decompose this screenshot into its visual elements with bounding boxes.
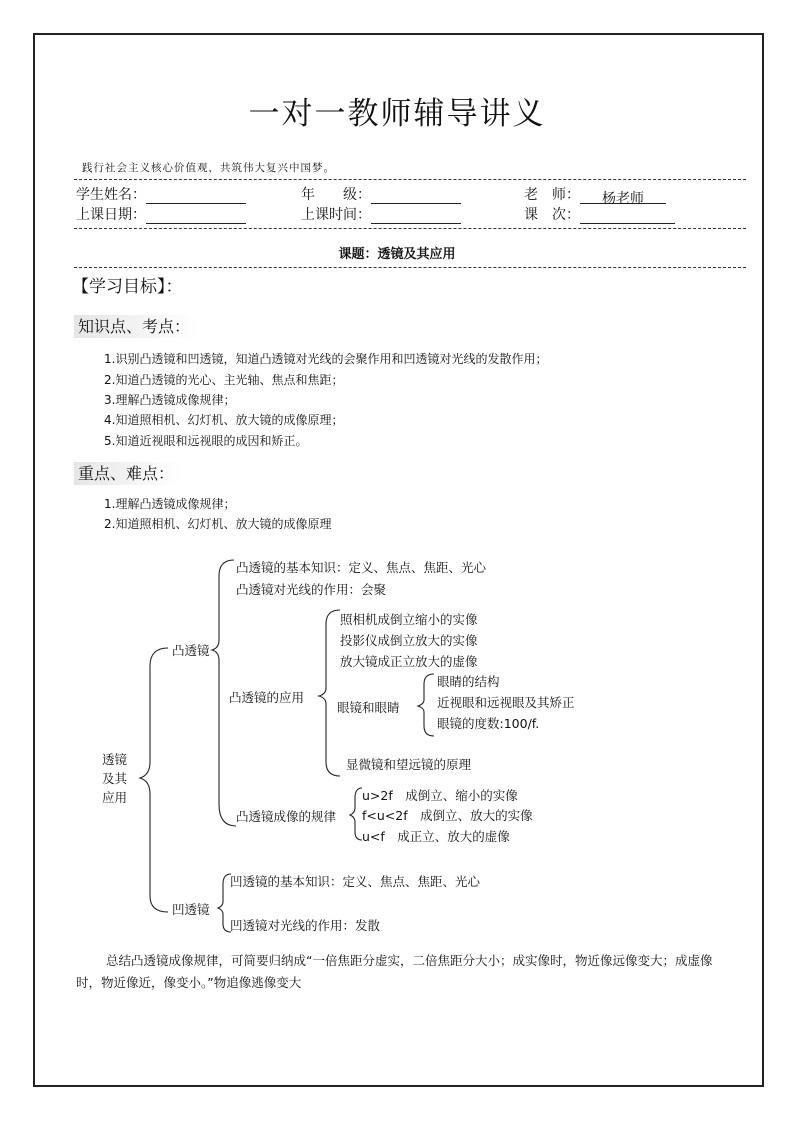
mindmap-root-line: 透镜	[102, 752, 128, 767]
knowledge-item: 3.理解凸透镜成像规律；	[104, 393, 236, 407]
mindmap-convex-basic: 凸透镜的基本知识：定义、焦点、焦距、光心	[236, 560, 487, 575]
session-label: 课 次：	[524, 207, 580, 223]
mindmap-rule-item: u>2f 成倒立、缩小的实像	[362, 788, 518, 803]
date-label: 上课日期：	[76, 207, 146, 223]
knowledge-heading: 知识点、考点：	[74, 315, 198, 338]
teacher-value: 杨老师	[580, 188, 666, 204]
mindmap-glasses-item: 近视眼和远视眼及其矫正	[437, 695, 575, 710]
knowledge-item: 5.知道近视眼和远视眼的成因和矫正。	[104, 434, 308, 448]
key-point-item: 1.理解凸透镜成像规律；	[104, 497, 236, 511]
teacher-label: 老 师：	[524, 187, 580, 203]
time-label: 上课时间：	[301, 207, 371, 223]
mindmap-app-item: 照相机成倒立缩小的实像	[340, 612, 478, 627]
mindmap-root	[102, 750, 127, 807]
mindmap-concave-basic: 凹透镜的基本知识：定义、焦点、焦距、光心	[230, 874, 481, 889]
student-name-label: 学生姓名：	[76, 187, 146, 203]
goals-heading: 【学习目标】：	[72, 277, 183, 297]
lesson-topic: 课题：透镜及其应用	[338, 247, 456, 262]
mindmap-microscope: 显微镜和望远镜的原理	[346, 757, 472, 772]
knowledge-item: 2.知道凸透镜的光心、主光轴、焦点和焦距；	[104, 373, 344, 387]
mindmap-convex-application: 凸透镜的应用	[229, 690, 305, 705]
knowledge-item: 1.识别凸透镜和凹透镜，知道凸透镜对光线的会聚作用和凹透镜对光线的发散作用；	[104, 352, 548, 366]
mindmap-imaging-rule: 凸透镜成像的规律	[236, 809, 337, 824]
mindmap-glasses-item: 眼睛的结构	[437, 674, 500, 689]
mindmap-root-line: 应用	[102, 790, 128, 805]
mindmap-rule-item: u<f 成正立、放大的虚像	[362, 829, 510, 844]
mindmap-concave: 凹透镜	[172, 902, 210, 917]
mindmap-glasses: 眼镜和眼睛	[337, 700, 400, 715]
summary-paragraph: 总结凸透镜成像规律，可简要归纳成“一倍焦距分虚实，二倍焦距分大小；成实像时，物近像远像变大；成虚像时，物近像近，像变小。”物追像逃像变大	[76, 953, 713, 990]
mindmap-app-item: 放大镜成正立放大的虚像	[340, 654, 478, 669]
grade-label: 年 级：	[301, 187, 371, 203]
page-title: 一对一教师辅导讲义	[248, 96, 546, 132]
mindmap-convex: 凸透镜	[172, 643, 210, 658]
mindmap-app-item: 投影仪成倒立放大的实像	[340, 633, 478, 648]
mindmap-glasses-item: 眼镜的度数:100/f.	[437, 716, 540, 731]
mindmap-rule-item: f<u<2f 成倒立、放大的实像	[362, 808, 533, 823]
key-points-heading: 重点、难点：	[74, 462, 182, 485]
slogan: 践行社会主义核心价值观，共筑伟大复兴中国梦。	[82, 162, 335, 174]
knowledge-item: 4.知道照相机、幻灯机、放大镜的成像原理；	[104, 413, 344, 427]
mindmap-root-line: 及其	[102, 771, 128, 786]
mindmap-concave-effect: 凹透镜对光线的作用：发散	[230, 918, 381, 933]
key-point-item: 2.知道照相机、幻灯机、放大镜的成像原理	[104, 517, 332, 531]
mindmap-convex-effect: 凸透镜对光线的作用：会聚	[236, 582, 387, 597]
